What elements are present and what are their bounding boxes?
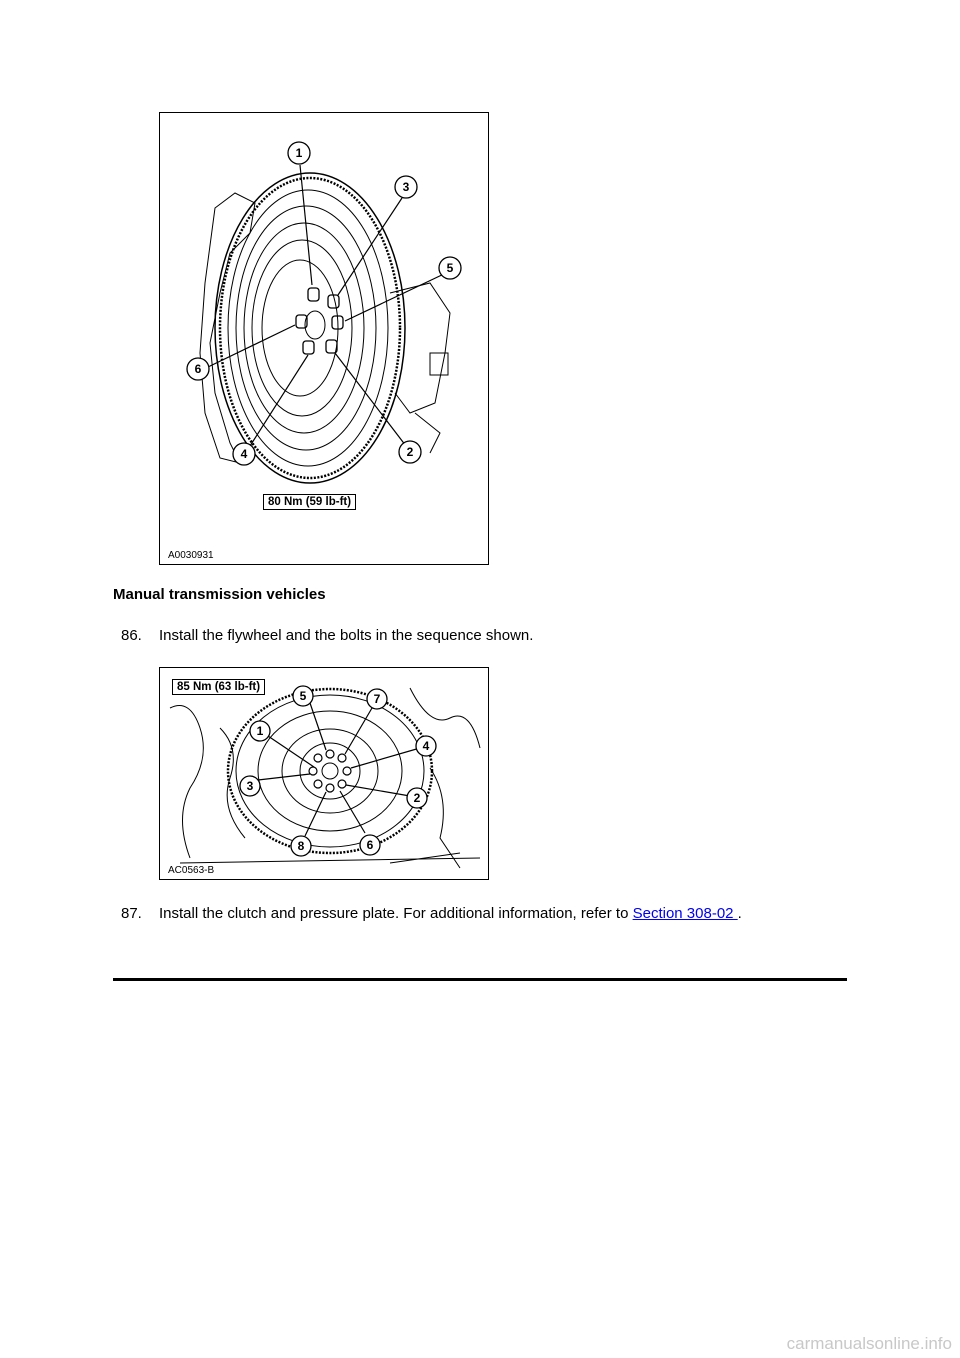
callout-3: 3 bbox=[402, 180, 410, 194]
page-divider bbox=[113, 978, 847, 981]
step-text: Install the flywheel and the bolts in the sequence shown. bbox=[159, 627, 534, 644]
callout-3: 3 bbox=[246, 779, 254, 793]
figure-code: A0030931 bbox=[168, 550, 214, 561]
step-87 bbox=[121, 905, 742, 922]
figure-flywheel-bolt-sequence bbox=[159, 667, 489, 880]
callout-6: 6 bbox=[194, 362, 202, 376]
step-number: 87. bbox=[121, 905, 142, 922]
callout-2: 2 bbox=[413, 791, 421, 805]
step-suffix: . bbox=[737, 905, 742, 922]
flywheel-illustration bbox=[160, 668, 488, 879]
callout-5: 5 bbox=[446, 261, 454, 275]
figure-flexplate-bolt-sequence bbox=[159, 112, 489, 565]
step-number: 86. bbox=[121, 627, 142, 644]
section-heading: Manual transmission vehicles bbox=[113, 586, 326, 603]
torque-spec: 80 Nm (59 lb-ft) bbox=[263, 494, 356, 510]
section-308-02-link[interactable]: Section 308-02 bbox=[632, 905, 738, 922]
callout-6: 6 bbox=[366, 838, 374, 852]
step-text: Install the clutch and pressure plate. For additional information, refer to bbox=[159, 905, 633, 922]
callout-7: 7 bbox=[373, 692, 381, 706]
callout-2: 2 bbox=[406, 445, 414, 459]
figure-code: AC0563-B bbox=[168, 865, 215, 876]
callout-1: 1 bbox=[295, 146, 303, 160]
callout-4: 4 bbox=[240, 447, 248, 461]
callout-8: 8 bbox=[297, 839, 305, 853]
torque-spec: 85 Nm (63 lb-ft) bbox=[172, 679, 265, 695]
step-86 bbox=[121, 627, 533, 644]
watermark: carmanualsonline.info bbox=[786, 1334, 952, 1353]
callout-1: 1 bbox=[256, 724, 264, 738]
callout-4: 4 bbox=[422, 739, 430, 753]
callout-5: 5 bbox=[299, 689, 307, 703]
